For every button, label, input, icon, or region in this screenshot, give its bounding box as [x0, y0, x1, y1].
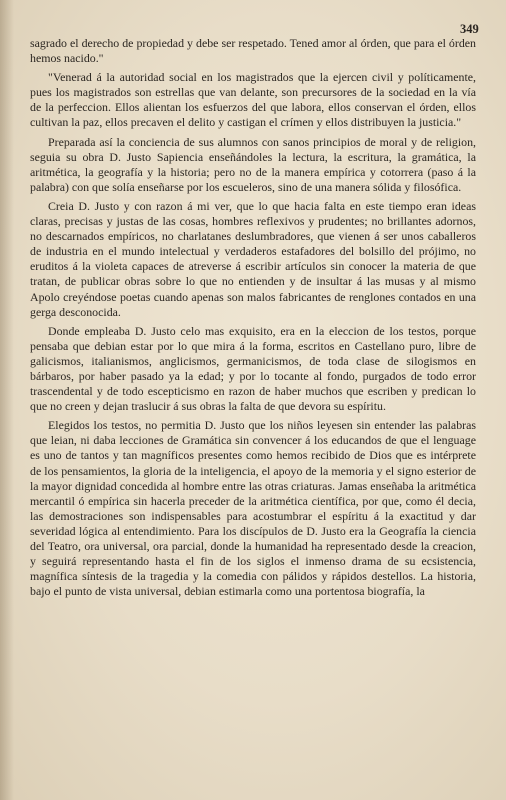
paragraph-continuation: sagrado el derecho de propiedad y debe ser respetado. Tened amor al órden, que para el órden hemos nacido.": [30, 36, 476, 66]
page-number: 349: [460, 22, 479, 36]
paragraph-preparation: Preparada así la conciencia de sus alumnos con sanos principios de moral y de religion, seguia su obra D. Justo Sapiencia enseñándoles la lectura, la escritura, la gramática, la aritmética, la geografía y la historia; pero no de la manera empírica y cotorrera (paso á la palabra) con que solía enseñarse por los escueleros, sino de una manera sólida y filosófica.: [30, 134, 476, 194]
paragraph-belief: Creia D. Justo y con razon á mi ver, que lo que hacia falta en este tiempo eran ideas claras, precisas y justas de las cosas, hombres reflexivos y prudentes; no brillantes adornos, no descarnados empíricos, no charlatanes deslumbradores, que vienen á ser unos caballeros de industria en el mundo intelectual y verdaderos estafadores del bolsillo del prójimo, no eruditos á la violeta capaces de atreverse á escribir artículos sin conocer la materia de que tratan, de publicar obras sobre lo que no entienden y de insultar á las musas y al mismo Apolo creyéndose poetas cuando apenas son malos fabricantes de renglones contados en una gerga desconocida.: [30, 198, 476, 319]
body-text: [30, 36, 476, 603]
paragraph-teaching-method: Elegidos los testos, no permitia D. Justo que los niños leyesen sin entender las palabras que leian, ni daba lecciones de Gramática sin convencer á los educandos de que el lenguage es uno de tantos y tan magníficos presentes como hemos recibido de Dios que es intérprete de los pensamientos, la gloria de la inteligencia, el apoyo de la memoria y el signo esterior de la mayor dignidad concedida al hombre entre las otras criaturas. Jamas enseñaba la aritmética mercantil ó empírica sin hacerla preceder de la aritmética científica, por que, como él decia, las demostraciones son indispensables para acostumbrar el espíritu á la exactitud y dar severidad lógica al entendimiento. Para los discípulos de D. Justo era la Geografía la ciencia del Teatro, ora universal, ora parcial, donde la humanidad ha representado desde la creacion, y seguirá representando hasta el fin de los siglos el inmenso drama de su ecsistencia, magnífica síntesis de la tragedia y la comedia con pálidos y rápidos destellos. La historia, bajo el punto de vista universal, debian estimarla como una portentosa biografía, la: [30, 418, 476, 599]
binding-shadow: [0, 0, 14, 800]
paragraph-texts-selection: Donde empleaba D. Justo celo mas exquisito, era en la eleccion de los testos, porque pensaba que debian estar por lo que mira á la forma, escritos en Castellano puro, libre de galicismos, italianismos, anglicismos, germanicismos, de toda clase de silogismos en bárbaros, por haber pasado ya la edad; y por lo tocante al fondo, purgados de todo error trascendental y de todo escepticismo en razon de haber muchos que escriben y predican lo que no creen y dejan traslucir á sus obras la falta de que devora su espíritu.: [30, 323, 476, 414]
paragraph-quote-authority: "Venerad á la autoridad social en los magistrados que la ejercen civil y políticamente, pues los magistrados son estrellas que van delante, son precursores de la sociedad en la vía de la perfeccion. Ellos alientan los esfuerzos del que labora, ellos conservan el órden, ellos cultivan la paz, ellos precaven el delito y castigan el crímen y ellos distribuyen la justicia.": [30, 70, 476, 130]
